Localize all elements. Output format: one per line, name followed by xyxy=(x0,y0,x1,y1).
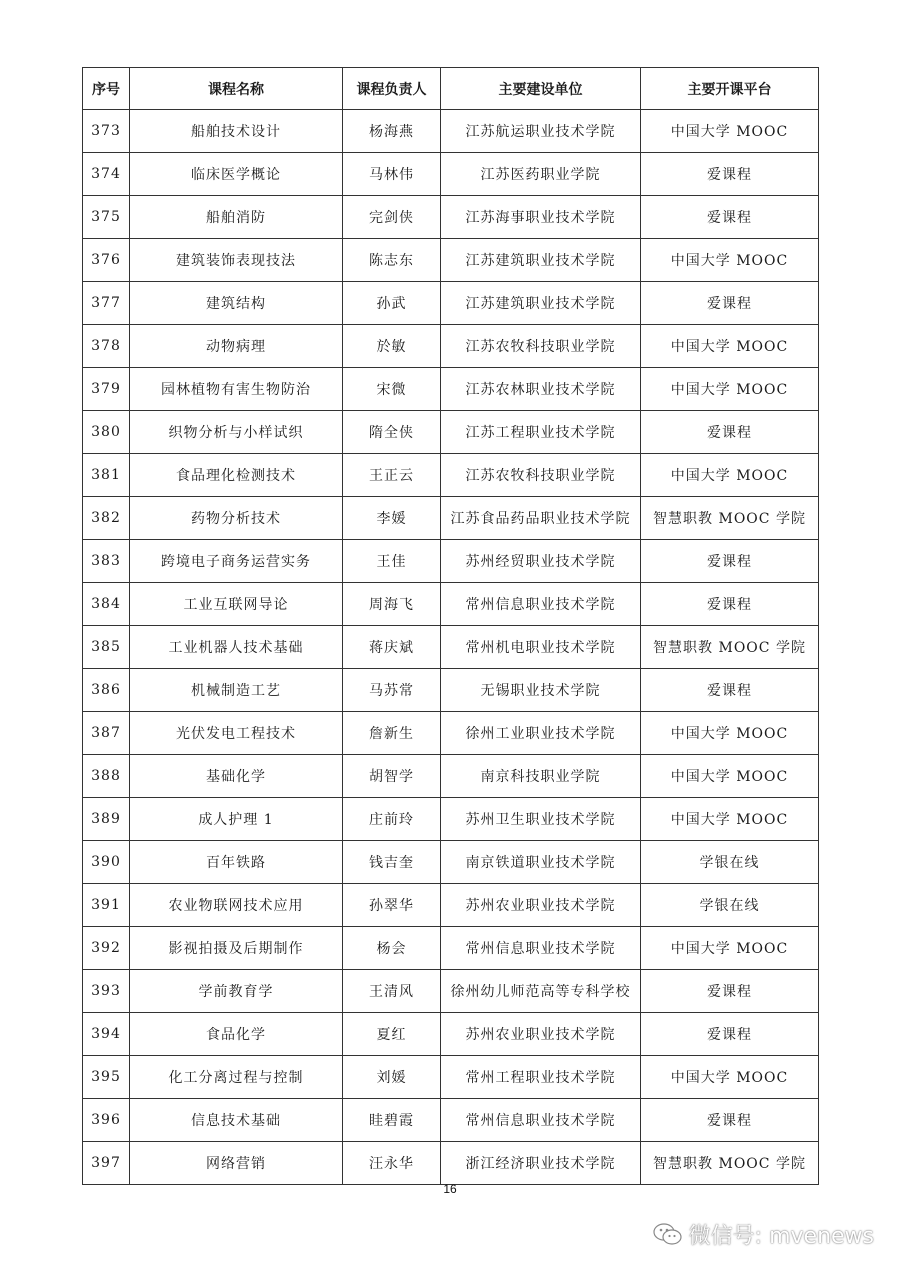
table-body xyxy=(83,110,819,1185)
course-name-cell: 建筑结构 xyxy=(130,282,343,325)
table-row xyxy=(83,325,819,368)
platform-cell: 智慧职教 MOOC 学院 xyxy=(641,626,819,669)
course-lead-cell: 夏红 xyxy=(343,1013,441,1056)
platform-cell: 中国大学 MOOC xyxy=(641,798,819,841)
platform-cell: 学银在线 xyxy=(641,841,819,884)
table-row xyxy=(83,368,819,411)
course-name-cell: 临床医学概论 xyxy=(130,153,343,196)
row-index-cell: 397 xyxy=(83,1142,130,1185)
table-row xyxy=(83,884,819,927)
row-index-cell: 384 xyxy=(83,583,130,626)
row-index-cell: 388 xyxy=(83,755,130,798)
institution-cell: 江苏航运职业技术学院 xyxy=(441,110,641,153)
course-lead-cell: 周海飞 xyxy=(343,583,441,626)
table-row xyxy=(83,669,819,712)
course-lead-cell: 马林伟 xyxy=(343,153,441,196)
course-name-cell: 工业互联网导论 xyxy=(130,583,343,626)
table-row xyxy=(83,1142,819,1185)
table-row xyxy=(83,153,819,196)
course-lead-cell: 王清风 xyxy=(343,970,441,1013)
platform-cell: 爱课程 xyxy=(641,970,819,1013)
row-index-cell: 376 xyxy=(83,239,130,282)
platform-cell: 智慧职教 MOOC 学院 xyxy=(641,497,819,540)
institution-cell: 常州工程职业技术学院 xyxy=(441,1056,641,1099)
course-name-cell: 信息技术基础 xyxy=(130,1099,343,1142)
platform-cell: 爱课程 xyxy=(641,411,819,454)
course-lead-cell: 宋微 xyxy=(343,368,441,411)
course-name-cell: 百年铁路 xyxy=(130,841,343,884)
institution-cell: 江苏建筑职业技术学院 xyxy=(441,239,641,282)
platform-cell: 爱课程 xyxy=(641,282,819,325)
institution-cell: 江苏工程职业技术学院 xyxy=(441,411,641,454)
course-lead-cell: 蒋庆斌 xyxy=(343,626,441,669)
institution-cell: 常州机电职业技术学院 xyxy=(441,626,641,669)
course-lead-cell: 胡智学 xyxy=(343,755,441,798)
course-table xyxy=(82,67,819,1185)
course-name-cell: 动物病理 xyxy=(130,325,343,368)
table-row xyxy=(83,196,819,239)
table-row xyxy=(83,841,819,884)
platform-cell: 爱课程 xyxy=(641,669,819,712)
institution-cell: 江苏建筑职业技术学院 xyxy=(441,282,641,325)
institution-cell: 江苏食品药品职业技术学院 xyxy=(441,497,641,540)
table-row xyxy=(83,110,819,153)
table-row xyxy=(83,540,819,583)
platform-cell: 爱课程 xyxy=(641,583,819,626)
row-index-cell: 382 xyxy=(83,497,130,540)
course-name-cell: 食品理化检测技术 xyxy=(130,454,343,497)
course-lead-cell: 眭碧霞 xyxy=(343,1099,441,1142)
institution-cell: 江苏农牧科技职业学院 xyxy=(441,454,641,497)
institution-cell: 江苏海事职业技术学院 xyxy=(441,196,641,239)
table-row xyxy=(83,1099,819,1142)
platform-cell: 爱课程 xyxy=(641,153,819,196)
institution-cell: 徐州幼儿师范高等专科学校 xyxy=(441,970,641,1013)
table-row xyxy=(83,712,819,755)
institution-cell: 浙江经济职业技术学院 xyxy=(441,1142,641,1185)
row-index-cell: 374 xyxy=(83,153,130,196)
institution-cell: 常州信息职业技术学院 xyxy=(441,583,641,626)
wechat-icon xyxy=(653,1222,683,1248)
course-name-cell: 学前教育学 xyxy=(130,970,343,1013)
course-name-cell: 工业机器人技术基础 xyxy=(130,626,343,669)
table-row xyxy=(83,411,819,454)
row-index-cell: 386 xyxy=(83,669,130,712)
platform-cell: 中国大学 MOOC xyxy=(641,368,819,411)
row-index-cell: 381 xyxy=(83,454,130,497)
course-lead-cell: 杨会 xyxy=(343,927,441,970)
table-row xyxy=(83,583,819,626)
institution-cell: 苏州经贸职业技术学院 xyxy=(441,540,641,583)
course-name-cell: 网络营销 xyxy=(130,1142,343,1185)
table-header-row xyxy=(83,68,819,110)
institution-cell: 南京铁道职业技术学院 xyxy=(441,841,641,884)
course-lead-cell: 庄前玲 xyxy=(343,798,441,841)
platform-cell: 爱课程 xyxy=(641,196,819,239)
row-index-cell: 383 xyxy=(83,540,130,583)
watermark xyxy=(653,1219,874,1250)
row-index-cell: 392 xyxy=(83,927,130,970)
column-header-platform: 主要开课平台 xyxy=(641,68,819,110)
row-index-cell: 395 xyxy=(83,1056,130,1099)
row-index-cell: 379 xyxy=(83,368,130,411)
course-lead-cell: 杨海燕 xyxy=(343,110,441,153)
course-lead-cell: 隋全侠 xyxy=(343,411,441,454)
institution-cell: 江苏医药职业学院 xyxy=(441,153,641,196)
course-lead-cell: 陈志东 xyxy=(343,239,441,282)
table-row xyxy=(83,497,819,540)
course-lead-cell: 孙武 xyxy=(343,282,441,325)
platform-cell: 中国大学 MOOC xyxy=(641,1056,819,1099)
platform-cell: 智慧职教 MOOC 学院 xyxy=(641,1142,819,1185)
table-row xyxy=(83,1056,819,1099)
course-lead-cell: 马苏常 xyxy=(343,669,441,712)
table-row xyxy=(83,1013,819,1056)
row-index-cell: 393 xyxy=(83,970,130,1013)
row-index-cell: 375 xyxy=(83,196,130,239)
course-lead-cell: 完剑侠 xyxy=(343,196,441,239)
course-name-cell: 船舶消防 xyxy=(130,196,343,239)
column-header-course-name: 课程名称 xyxy=(130,68,343,110)
course-lead-cell: 王佳 xyxy=(343,540,441,583)
platform-cell: 中国大学 MOOC xyxy=(641,325,819,368)
platform-cell: 中国大学 MOOC xyxy=(641,755,819,798)
course-name-cell: 建筑装饰表现技法 xyxy=(130,239,343,282)
institution-cell: 苏州农业职业技术学院 xyxy=(441,1013,641,1056)
course-name-cell: 成人护理 1 xyxy=(130,798,343,841)
platform-cell: 中国大学 MOOC xyxy=(641,239,819,282)
column-header-institution: 主要建设单位 xyxy=(441,68,641,110)
course-name-cell: 基础化学 xyxy=(130,755,343,798)
platform-cell: 中国大学 MOOC xyxy=(641,927,819,970)
table-row xyxy=(83,282,819,325)
course-lead-cell: 汪永华 xyxy=(343,1142,441,1185)
course-lead-cell: 詹新生 xyxy=(343,712,441,755)
course-name-cell: 光伏发电工程技术 xyxy=(130,712,343,755)
course-name-cell: 织物分析与小样试织 xyxy=(130,411,343,454)
platform-cell: 爱课程 xyxy=(641,1099,819,1142)
platform-cell: 中国大学 MOOC xyxy=(641,454,819,497)
row-index-cell: 387 xyxy=(83,712,130,755)
table-row xyxy=(83,970,819,1013)
course-name-cell: 农业物联网技术应用 xyxy=(130,884,343,927)
institution-cell: 常州信息职业技术学院 xyxy=(441,927,641,970)
course-name-cell: 药物分析技术 xyxy=(130,497,343,540)
table-row xyxy=(83,454,819,497)
row-index-cell: 373 xyxy=(83,110,130,153)
row-index-cell: 389 xyxy=(83,798,130,841)
platform-cell: 学银在线 xyxy=(641,884,819,927)
course-name-cell: 园林植物有害生物防治 xyxy=(130,368,343,411)
platform-cell: 中国大学 MOOC xyxy=(641,110,819,153)
table-row xyxy=(83,755,819,798)
platform-cell: 爱课程 xyxy=(641,1013,819,1056)
table-row xyxy=(83,239,819,282)
row-index-cell: 385 xyxy=(83,626,130,669)
institution-cell: 无锡职业技术学院 xyxy=(441,669,641,712)
course-lead-cell: 刘媛 xyxy=(343,1056,441,1099)
institution-cell: 苏州卫生职业技术学院 xyxy=(441,798,641,841)
institution-cell: 江苏农林职业技术学院 xyxy=(441,368,641,411)
row-index-cell: 396 xyxy=(83,1099,130,1142)
institution-cell: 江苏农牧科技职业学院 xyxy=(441,325,641,368)
course-name-cell: 食品化学 xyxy=(130,1013,343,1056)
course-name-cell: 跨境电子商务运营实务 xyxy=(130,540,343,583)
table-row xyxy=(83,626,819,669)
column-header-course-lead: 课程负责人 xyxy=(343,68,441,110)
row-index-cell: 394 xyxy=(83,1013,130,1056)
table-row xyxy=(83,927,819,970)
course-name-cell: 影视拍摄及后期制作 xyxy=(130,927,343,970)
platform-cell: 爱课程 xyxy=(641,540,819,583)
institution-cell: 苏州农业职业技术学院 xyxy=(441,884,641,927)
course-lead-cell: 王正云 xyxy=(343,454,441,497)
institution-cell: 南京科技职业学院 xyxy=(441,755,641,798)
watermark-text: 微信号: mvenews xyxy=(688,1224,874,1249)
row-index-cell: 390 xyxy=(83,841,130,884)
institution-cell: 徐州工业职业技术学院 xyxy=(441,712,641,755)
platform-cell: 中国大学 MOOC xyxy=(641,712,819,755)
table-row xyxy=(83,798,819,841)
course-name-cell: 机械制造工艺 xyxy=(130,669,343,712)
course-name-cell: 船舶技术设计 xyxy=(130,110,343,153)
institution-cell: 常州信息职业技术学院 xyxy=(441,1099,641,1142)
course-lead-cell: 钱吉奎 xyxy=(343,841,441,884)
row-index-cell: 378 xyxy=(83,325,130,368)
column-header-index: 序号 xyxy=(83,68,130,110)
row-index-cell: 377 xyxy=(83,282,130,325)
course-name-cell: 化工分离过程与控制 xyxy=(130,1056,343,1099)
course-lead-cell: 於敏 xyxy=(343,325,441,368)
course-lead-cell: 李媛 xyxy=(343,497,441,540)
page-number: 16 xyxy=(443,1182,457,1196)
row-index-cell: 380 xyxy=(83,411,130,454)
course-lead-cell: 孙翠华 xyxy=(343,884,441,927)
row-index-cell: 391 xyxy=(83,884,130,927)
